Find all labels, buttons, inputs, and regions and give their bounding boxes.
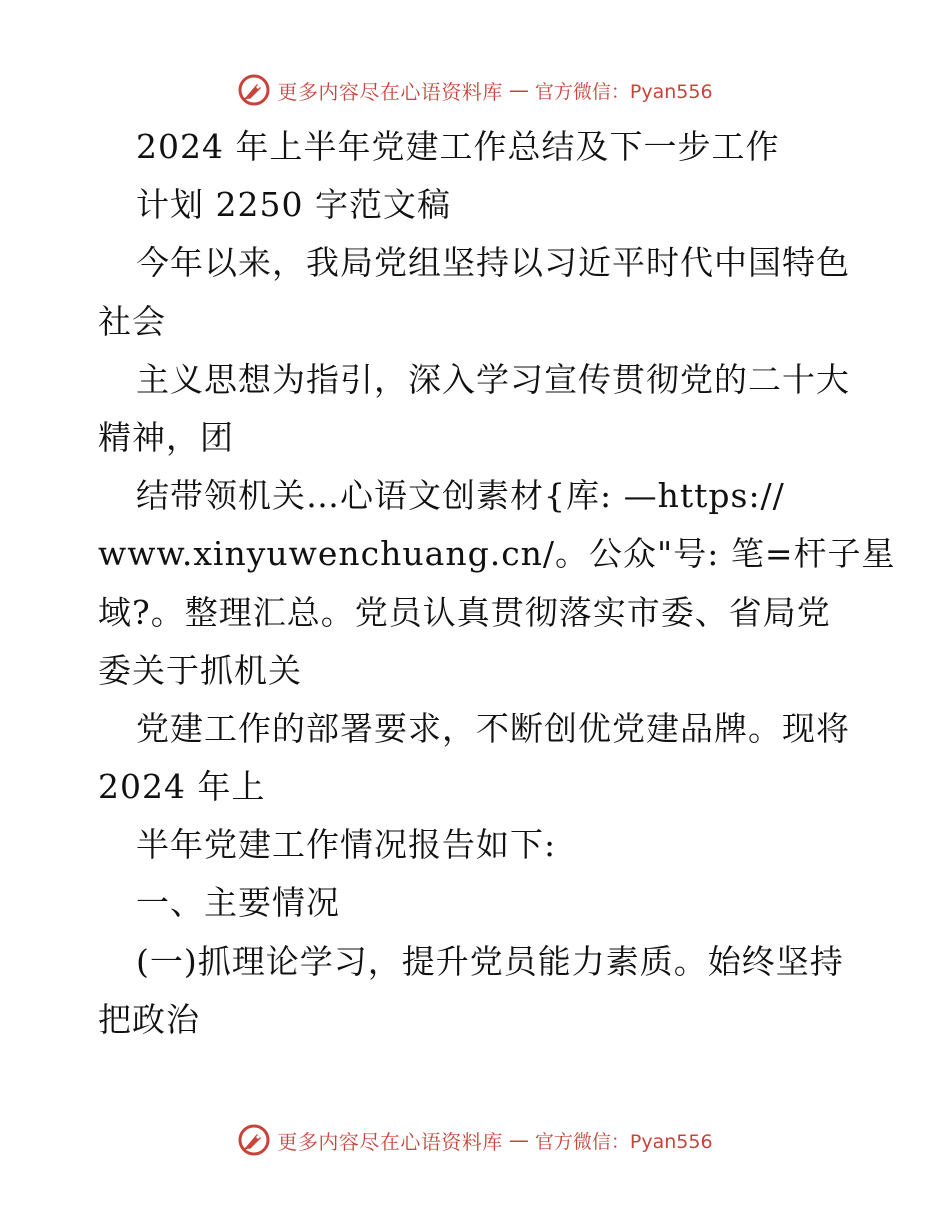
pen-nib-logo-icon — [237, 1123, 271, 1157]
watermark-main-text: 更多内容尽在心语资料库 — [277, 1129, 503, 1154]
watermark-dash: — — [508, 1128, 529, 1152]
text-line: 半年党建工作情况报告如下: — [136, 825, 557, 865]
text-line: 结带领机关…心语文创素材{库: —https:// — [136, 476, 785, 516]
footer-watermark — [0, 1120, 950, 1160]
watermark-main-text: 更多内容尽在心语资料库 — [277, 79, 503, 104]
text-line: www.xinyuwenchuang.cn/。公众"号: 笔=杆子星 — [98, 534, 896, 574]
watermark-sub-text: 官方微信：Pyan556 — [534, 1130, 713, 1153]
text-line: 域?。整理汇总。党员认真贯彻落实市委、省局党 — [98, 592, 831, 632]
text-line: 计划 2250 字范文稿 — [136, 185, 451, 225]
text-line: 2024 年上 — [98, 767, 266, 807]
text-line: 委关于抓机关 — [98, 650, 302, 690]
text-line: 把政治 — [98, 999, 200, 1039]
section-heading: 一、主要情况 — [136, 883, 340, 923]
header-watermark — [0, 70, 950, 110]
text-line: 2024 年上半年党建工作总结及下一步工作 — [136, 127, 780, 166]
document-body — [98, 118, 896, 1049]
watermark-dash: — — [508, 78, 529, 102]
pen-nib-logo-icon — [237, 73, 271, 107]
text-line: 社会 — [98, 301, 166, 341]
text-line: (一)抓理论学习，提升党员能力素质。始终坚持 — [136, 941, 844, 981]
watermark-sub-text: 官方微信：Pyan556 — [534, 80, 713, 103]
text-line: 精神，团 — [98, 417, 234, 457]
text-line: 主义思想为指引，深入学习宣传贯彻党的二十大 — [136, 359, 850, 399]
text-line: 党建工作的部署要求，不断创优党建品牌。现将 — [136, 708, 850, 748]
text-line: 今年以来，我局党组坚持以习近平时代中国特色 — [136, 243, 850, 283]
